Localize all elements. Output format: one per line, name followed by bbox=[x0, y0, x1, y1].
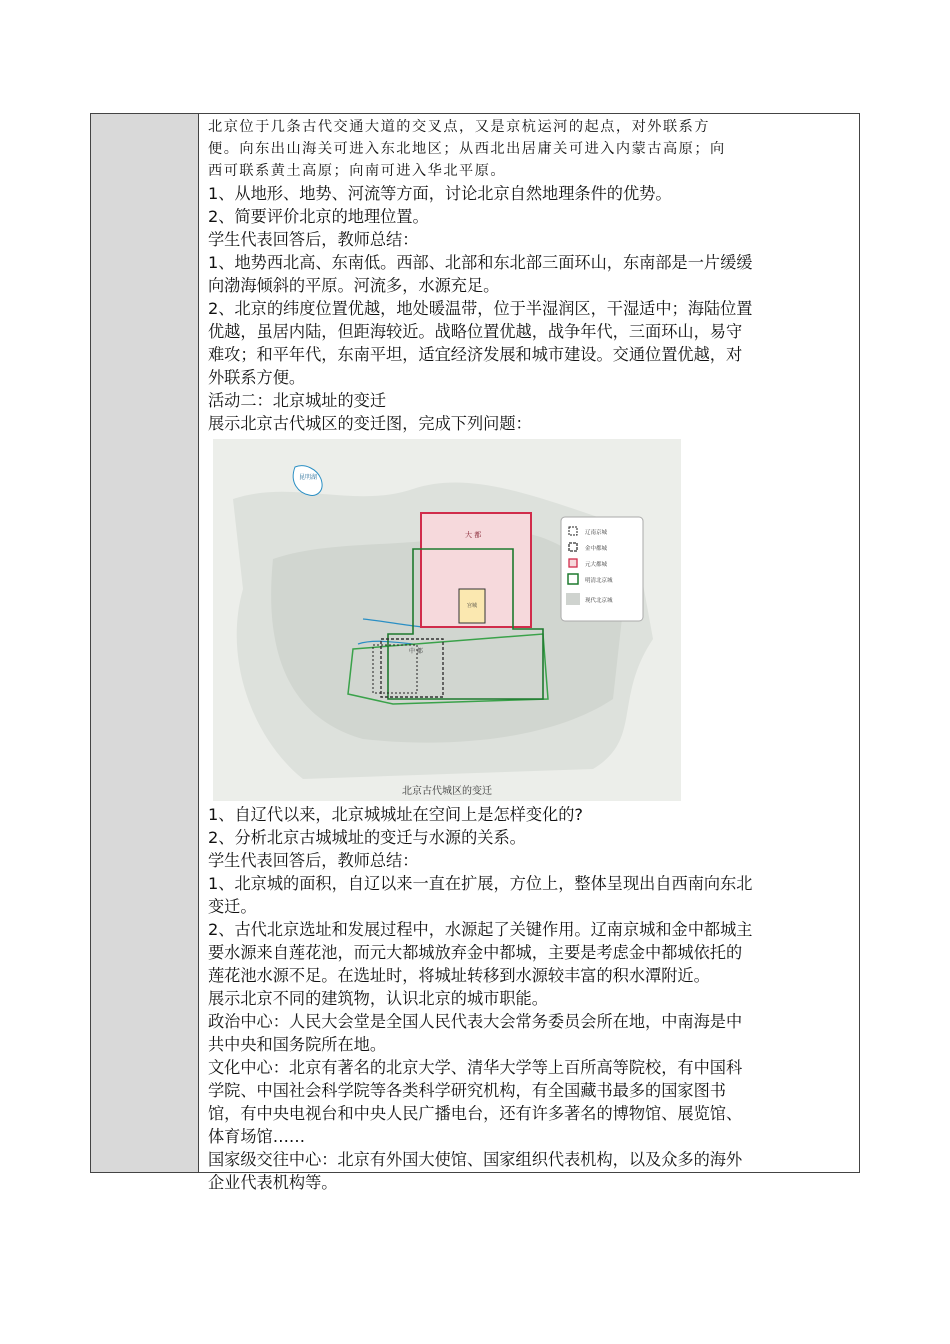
legend-item: 明清北京城 bbox=[585, 578, 613, 584]
palace-label: 宫城 bbox=[466, 603, 478, 609]
international-center: 国家级交往中心：北京有外国大使馆、国家组织代表机构，以及众多的海外 企业代表机构等。 bbox=[208, 1150, 743, 1192]
legend-item: 金中都城 bbox=[585, 546, 608, 552]
political-center: 政治中心：人民大会堂是全国人民代表大会常务委员会所在地，中南海是中 共中央和国务院所在地。 bbox=[208, 1012, 743, 1054]
summary-intro-2: 学生代表回答后，教师总结： bbox=[208, 851, 419, 870]
intro-line: 北京位于几条古代交通大道的交叉点，又是京杭运河的起点，对外联系方 bbox=[208, 119, 711, 135]
figure-caption: 北京古代城区的变迁 bbox=[402, 786, 492, 797]
answer-4: 2、古代北京选址和发展过程中，水源起了关键作用。辽南京城和金中都城主 要水源来自莲花池，而元大都城放弃金中都城，主要是考虑金中都城依托的 莲花池水源不足。在选址时，将城址转移到水源较丰富的积水潭附近。 bbox=[208, 920, 753, 985]
intro-line: 西可联系黄土高原；向南可进入华北平原。 bbox=[208, 163, 507, 179]
intro-paragraph bbox=[208, 116, 849, 182]
answer-2: 2、北京的纬度位置优越，地处暖温带，位于半湿润区，干湿适中；海陆位置 优越，虽居内陆，但距海较近。战略位置优越，战争年代，三面环山，易守 难攻；和平年代，东南平坦，适宜经济发展和城市建设。交通位置优越，对 外联系方便。 bbox=[208, 299, 753, 387]
activity-heading: 活动二：北京城址的变迁 bbox=[208, 391, 387, 410]
legend-item: 元大都城 bbox=[585, 562, 608, 568]
summary-intro: 学生代表回答后，教师总结： bbox=[208, 230, 419, 249]
yuan-city-label: 大 都 bbox=[465, 531, 482, 539]
beijing-city-map-figure bbox=[213, 439, 681, 801]
lake-label: 昆明湖 bbox=[298, 474, 318, 481]
functions-intro: 展示北京不同的建筑物，认识北京的城市职能。 bbox=[208, 989, 548, 1008]
intro-line: 便。向东出山海关可进入东北地区；从西北出居庸关可进入内蒙古高原；向 bbox=[208, 141, 726, 157]
activity-instruction: 展示北京古代城区的变迁图，完成下列问题： bbox=[208, 414, 532, 433]
answer-1: 1、地势西北高、东南低。西部、北部和东北部三面环山，东南部是一片缓缓 向渤海倾斜的平原。河流多，水源充足。 bbox=[208, 253, 753, 295]
content-table bbox=[90, 113, 860, 1192]
question-3: 1、自辽代以来，北京城城址在空间上是怎样变化的? bbox=[208, 805, 584, 824]
table-right-column bbox=[199, 114, 859, 1192]
jin-city-label: 中 都 bbox=[409, 648, 423, 655]
answer-3: 1、北京城的面积，自辽以来一直在扩展，方位上，整体呈现出自西南向东北 变迁。 bbox=[208, 874, 753, 916]
question-1: 1、从地形、地势、河流等方面，讨论北京自然地理条件的优势。 bbox=[208, 184, 672, 203]
legend-item: 现代北京城 bbox=[585, 598, 613, 604]
legend-item: 辽南京城 bbox=[585, 530, 608, 536]
question-4: 2、分析北京古城城址的变迁与水源的关系。 bbox=[208, 828, 526, 847]
city-map-image bbox=[213, 439, 681, 801]
cultural-center: 文化中心：北京有著名的北京大学、清华大学等上百所高等院校，有中国科 学院、中国社会科学院等各类科学研究机构，有全国藏书最多的国家图书 馆，有中央电视台和中央人民广播电台，还有许多著名的博物馆、展览馆、 体育场馆…… bbox=[208, 1058, 743, 1146]
table-left-column bbox=[91, 114, 199, 1172]
question-2: 2、简要评价北京的地理位置。 bbox=[208, 207, 429, 226]
